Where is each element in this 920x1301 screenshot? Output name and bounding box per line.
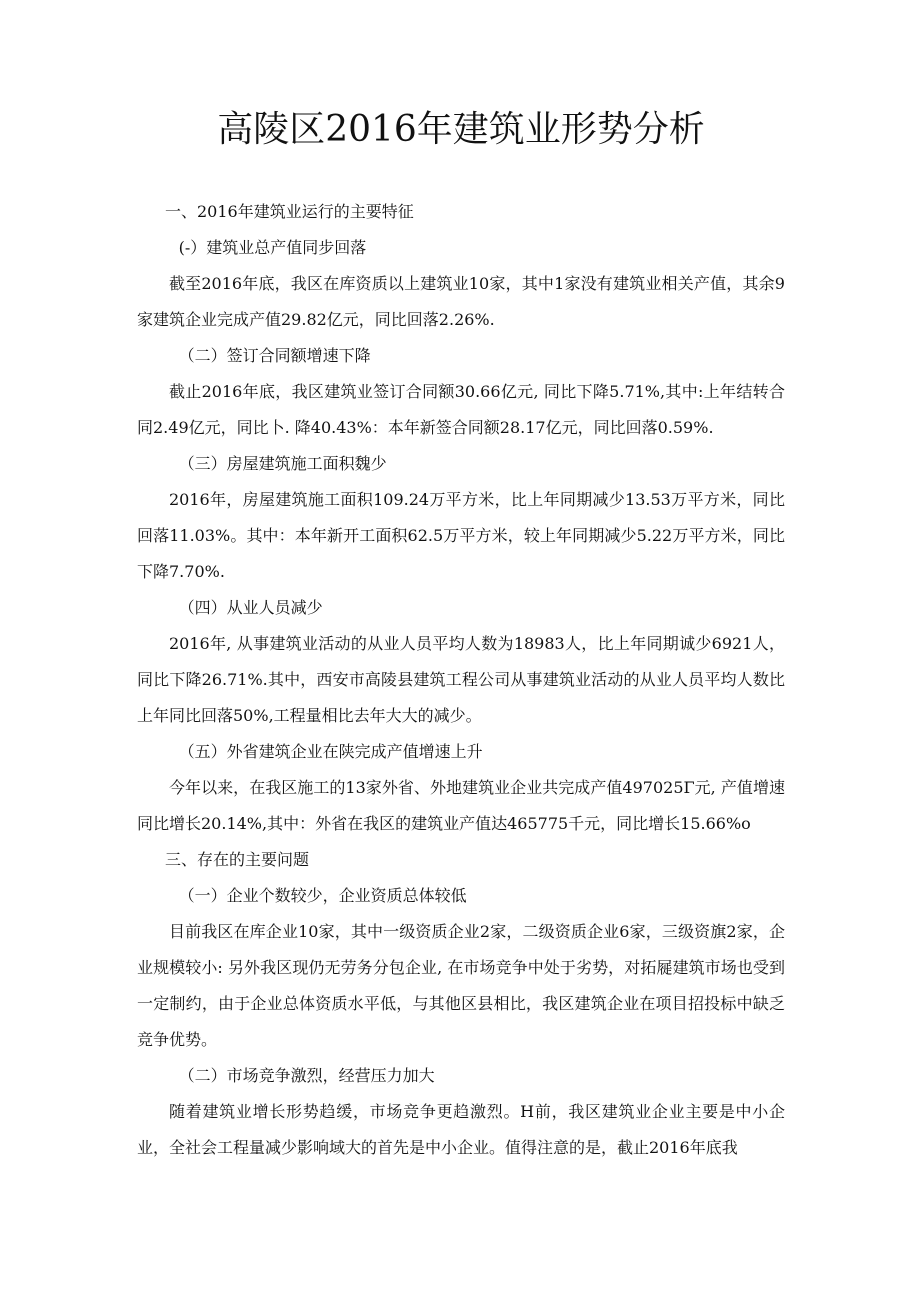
paragraph: 2016年，房屋建筑施工面积109.24万平方米，比上年同期减少13.53万平方米，同比回落11.03%。其中：本年新开工面积62.5万平方米，较上年同期减少5.22万平方米，同比下降7.70%. (137, 490, 785, 581)
subsection-heading: （二）市场竞争激烈，经营压力加大 (178, 1066, 435, 1085)
subsection-heading: （一）企业个数较少，企业资质总体较低 (178, 886, 467, 905)
paragraph: 随着建筑业增长形势趋缓，市场竞争更趋激烈。H前，我区建筑业企业主要是中小企业，全社会工程量减少影响域大的首先是中小企业。值得注意的是，截止2016年底我 (137, 1102, 785, 1157)
document-title: 高陵区2016年建筑业形势分析 (217, 109, 705, 150)
section-heading: 三、存在的主要问题 (165, 850, 310, 869)
paragraph: 今年以来，在我区施工的13家外省、外地建筑业企业共完成产值497025Γ元, 产值增速同比增长20.14%,其中：外省在我区的建筑业产值达465775千元，同比增长15.66%o (137, 778, 785, 833)
subsection-heading: （四）从业人员减少 (178, 598, 323, 617)
subsection-heading: (-）建筑业总产值同步回落 (178, 238, 367, 257)
subsection-heading: （二）签订合同额增速下降 (178, 346, 371, 365)
paragraph: 截止2016年底，我区建筑业签订合同额30.66亿元, 同比下降5.71%,其中:上年结转合同2.49亿元，同比卜. 降40.43%：本年新签合同额28.17亿元，同比回落0.59%. (137, 382, 785, 437)
subsection-heading: （三）房屋建筑施工面积魏少 (178, 454, 387, 473)
paragraph: 截至2016年底，我区在库资质以上建筑业10家，其中1家没有建筑业相关产值，其余9家建筑企业完成产值29.82亿元，同比回落2.26%. (137, 274, 785, 329)
paragraph: 2016年, 从事建筑业活动的从业人员平均人数为18983人，比上年同期诚少6921人，同比下降26.71%.其中，西安市高陵县建筑工程公司从事建筑业活动的从业人员平均人数比上年同比回落50%,工程量相比去年大大的减少。 (137, 634, 785, 725)
section-heading: 一、2016年建筑业运行的主要特征 (165, 202, 414, 221)
subsection-heading: （五）外省建筑企业在陕完成产值增速上升 (178, 742, 483, 761)
document-body (137, 194, 785, 1166)
paragraph: 目前我区在库企业10家，其中一级资质企业2家，二级资质企业6家，三级资旗2家，企业规模较小: 另外我区现仍无劳务分包企业, 在市场竞争中处于劣势，对拓屣建筑市场也受到一定制约，由于企业总体资质水平低，与其他区县相比，我区建筑企业在项目招投标中缺乏竞争优势。 (137, 922, 785, 1049)
